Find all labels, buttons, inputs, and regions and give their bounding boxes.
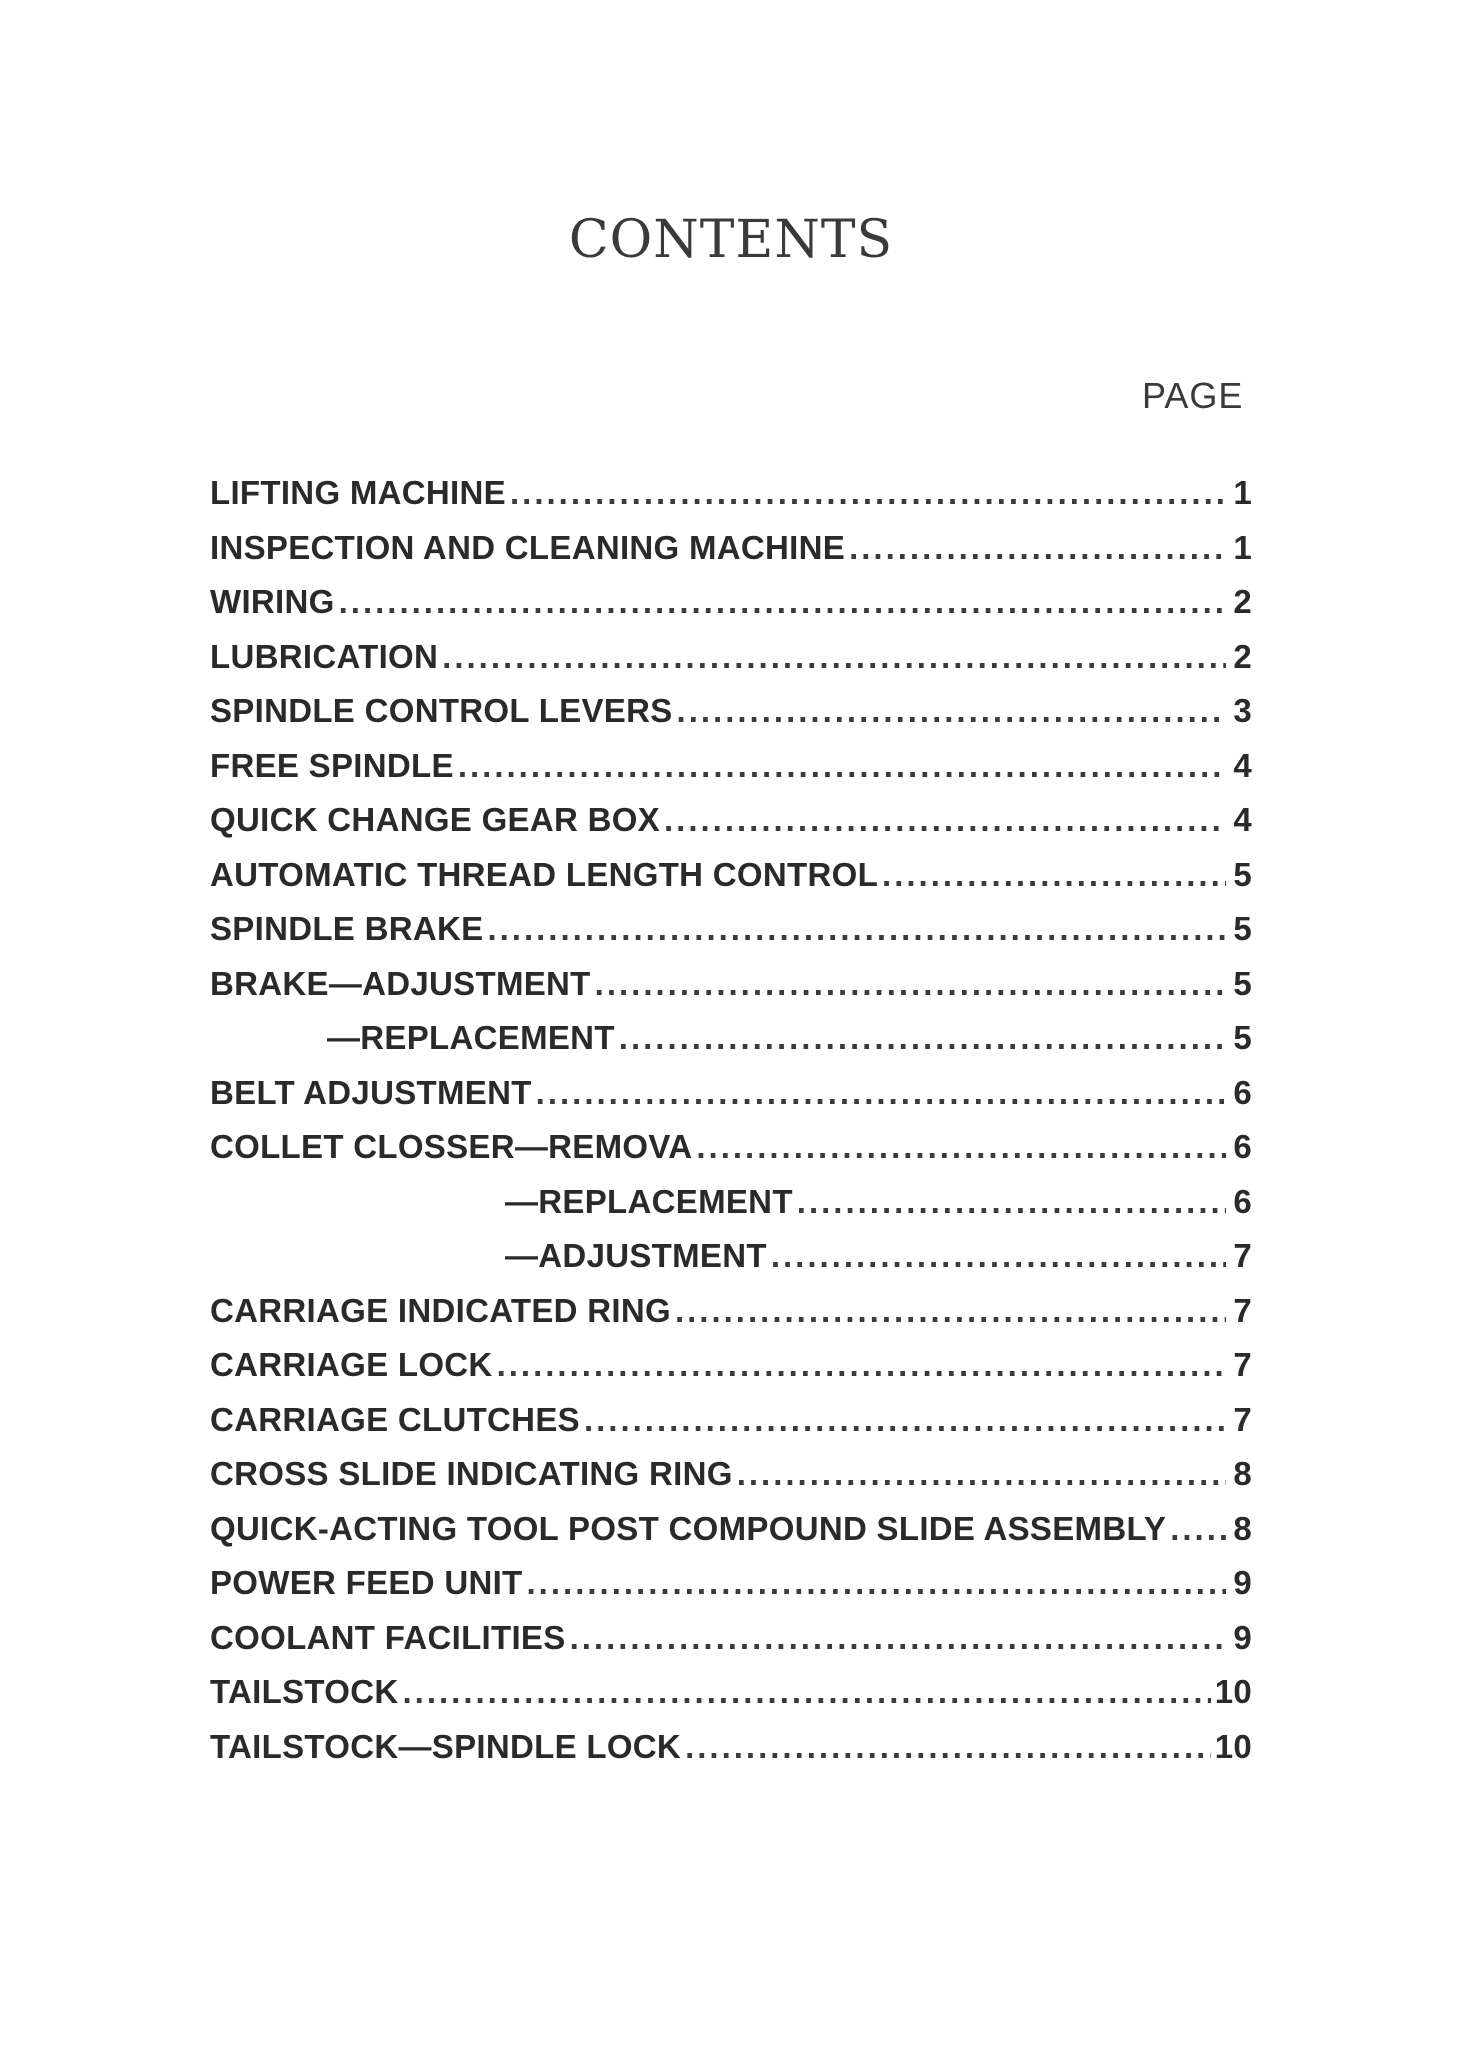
page-column-label: PAGE (1142, 375, 1244, 416)
toc-entry-page: 7 (1233, 1237, 1252, 1274)
toc-entry-title: BELT ADJUSTMENT (210, 1073, 532, 1111)
dot-leader (527, 1564, 1226, 1602)
page-title: CONTENTS (568, 210, 894, 270)
toc-entry-title: SPINDLE CONTROL LEVERS (210, 692, 673, 729)
dot-leader (737, 1455, 1226, 1493)
dot-leader (675, 1292, 1226, 1330)
toc-entry-title: POWER FEED UNIT (210, 1564, 523, 1601)
toc-entry-page: 4 (1233, 746, 1252, 784)
toc-entry[interactable] (210, 529, 1252, 584)
toc-entry-title: FREE SPINDLE (210, 746, 454, 784)
toc-entry-page: 10 (1214, 1673, 1252, 1710)
toc-entry-title: CROSS SLIDE INDICATING RING (210, 1455, 733, 1492)
dot-leader (797, 1183, 1226, 1221)
toc-entry-page: 1 (1233, 474, 1252, 511)
toc-entry[interactable] (210, 474, 1252, 529)
toc-entry-title: QUICK-ACTING TOOL POST COMPOUND SLIDE ASSEMBLY (210, 1509, 1167, 1547)
toc-entry[interactable] (210, 856, 1252, 911)
toc-entry-page: 2 (1233, 637, 1252, 675)
toc-entry[interactable] (210, 1728, 1252, 1783)
toc-entry-page: 4 (1233, 801, 1252, 838)
toc-entry-page: 3 (1233, 692, 1252, 729)
toc-entry-page: 1 (1233, 528, 1252, 566)
toc-subentry[interactable] (210, 1237, 1252, 1292)
toc-entry[interactable] (210, 965, 1252, 1020)
toc-entry-title: —ADJUSTMENT (505, 1237, 767, 1274)
toc-entry-page: 6 (1233, 1073, 1252, 1111)
toc-entry[interactable] (210, 638, 1252, 693)
dot-leader (696, 1128, 1226, 1166)
toc-subentry[interactable] (210, 1019, 1252, 1074)
toc-entry-title: LUBRICATION (210, 637, 439, 675)
toc-entry[interactable] (210, 1346, 1252, 1401)
dot-leader (882, 856, 1226, 894)
toc-entry-title: QUICK CHANGE GEAR BOX (210, 801, 660, 838)
toc-entry-page: 5 (1233, 964, 1252, 1002)
dot-leader (677, 692, 1226, 730)
toc-entry[interactable] (210, 583, 1252, 638)
toc-entry[interactable] (210, 1292, 1252, 1347)
toc-entry-title: CARRIAGE INDICATED RING (210, 1291, 671, 1329)
dot-leader (584, 1401, 1226, 1439)
dot-leader (402, 1673, 1210, 1711)
toc-entry[interactable] (210, 1128, 1252, 1183)
toc-entry-page: 5 (1233, 855, 1252, 893)
toc-entry[interactable] (210, 747, 1252, 802)
toc-entry-title: TAILSTOCK—SPINDLE LOCK (210, 1727, 682, 1765)
toc-entry-title: WIRING (210, 583, 335, 620)
dot-leader (458, 747, 1226, 785)
toc-entry[interactable] (210, 801, 1252, 856)
toc-subentry[interactable] (210, 1183, 1252, 1238)
toc-entry-title: COOLANT FACILITIES (210, 1618, 566, 1656)
dot-leader (510, 474, 1226, 512)
toc-entry[interactable] (210, 1673, 1252, 1728)
toc-entry-page: 6 (1233, 1182, 1252, 1220)
toc-entry-title: CARRIAGE CLUTCHES (210, 1400, 580, 1438)
toc-entry-title: —REPLACEMENT (505, 1182, 793, 1220)
toc-entry-page: 5 (1233, 1019, 1252, 1056)
toc-entry-page: 10 (1214, 1727, 1252, 1765)
dot-leader (771, 1237, 1226, 1275)
toc-entry-title: INSPECTION AND CLEANING MACHINE (210, 528, 846, 566)
toc-entry-page: 8 (1233, 1509, 1252, 1547)
toc-entry-title: SPINDLE BRAKE (210, 910, 484, 947)
toc-entry-title: TAILSTOCK (210, 1673, 399, 1710)
toc-entry-title: AUTOMATIC THREAD LENGTH CONTROL (210, 855, 879, 893)
toc-entry-page: 9 (1233, 1564, 1252, 1601)
dot-leader (619, 1019, 1226, 1057)
toc-entry-page: 2 (1233, 583, 1252, 620)
dot-leader (339, 583, 1226, 621)
toc-entry[interactable] (210, 1619, 1252, 1674)
dot-leader (487, 910, 1226, 948)
toc-entry-page: 9 (1233, 1618, 1252, 1656)
toc-entry-page: 8 (1233, 1455, 1252, 1492)
toc-entry-page: 5 (1233, 910, 1252, 947)
toc-entry[interactable] (210, 1510, 1252, 1565)
toc-entry[interactable] (210, 1074, 1252, 1129)
dot-leader (442, 638, 1226, 676)
toc-entry[interactable] (210, 1401, 1252, 1456)
dot-leader (685, 1728, 1211, 1766)
toc-entry-page: 7 (1233, 1291, 1252, 1329)
toc-entry-title: CARRIAGE LOCK (210, 1346, 493, 1383)
toc-entry-page: 7 (1233, 1346, 1252, 1383)
toc-entry[interactable] (210, 692, 1252, 747)
toc-entry-title: BRAKE—ADJUSTMENT (210, 964, 591, 1002)
toc-entry-title: LIFTING MACHINE (210, 474, 506, 511)
toc-entry-page: 6 (1233, 1128, 1252, 1165)
toc-entry-title: COLLET CLOSSER—REMOVA (210, 1128, 693, 1165)
dot-leader (664, 801, 1226, 839)
dot-leader (595, 965, 1226, 1003)
dot-leader (536, 1074, 1226, 1112)
toc-entry-title: —REPLACEMENT (327, 1019, 615, 1056)
dot-leader (849, 529, 1226, 567)
dot-leader (570, 1619, 1226, 1657)
dot-leader (1170, 1510, 1226, 1548)
dot-leader (497, 1346, 1226, 1384)
toc-entry-page: 7 (1233, 1400, 1252, 1438)
toc-entry[interactable] (210, 910, 1252, 965)
toc-entry[interactable] (210, 1455, 1252, 1510)
toc-entry[interactable] (210, 1564, 1252, 1619)
table-of-contents (210, 474, 1252, 1782)
